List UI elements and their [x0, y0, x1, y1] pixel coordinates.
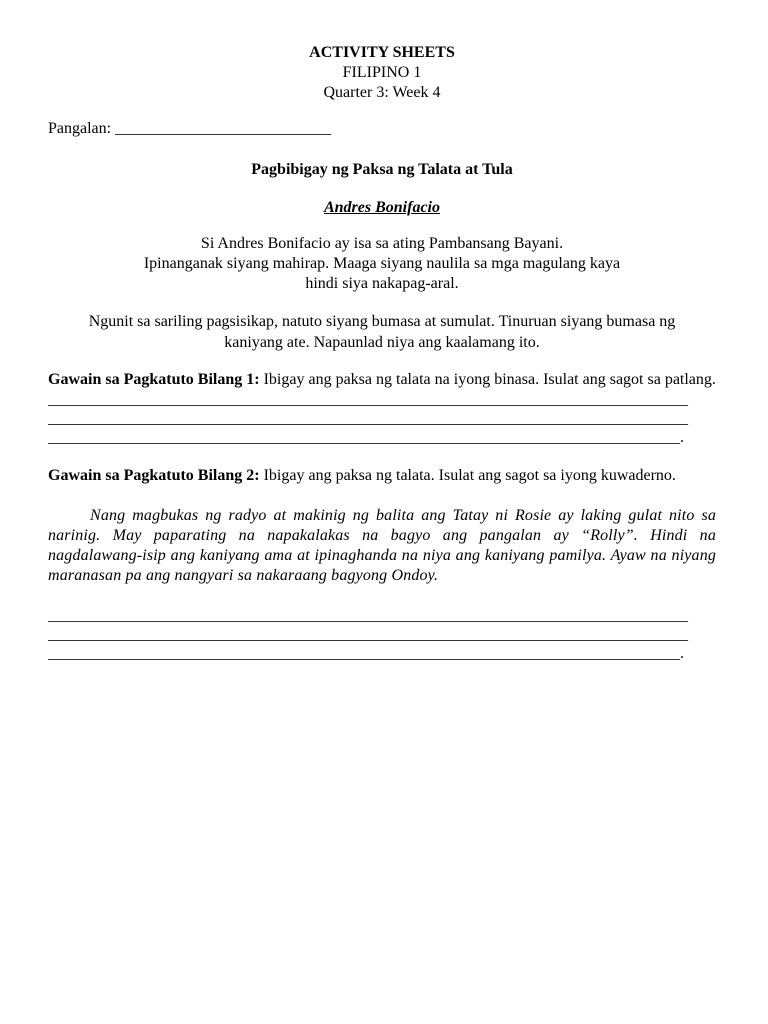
activity-2-text: Ibigay ang paksa ng talata. Isulat ang sagot sa iyong kuwaderno. [259, 467, 676, 484]
activity-1 [48, 370, 716, 447]
passage-paragraph-1 [48, 234, 716, 294]
activity-1-text: Ibigay ang paksa ng talata na iyong binasa. Isulat ang sagot sa patlang. [259, 371, 716, 388]
activity-1-answer-lines[interactable] [48, 390, 716, 447]
activity-2 [48, 466, 716, 663]
answer-line[interactable]: ________________________________________________________________________________ [48, 391, 688, 408]
story-text: Nang magbukas ng radyo at makinig ng balita ang Tatay ni Rosie ay laking gulat nito sa narinig. May paparating na napakalakas na bagyo ang pangalan ay “Rolly”. Hindi na nagdalawang-isip ang kaniyang ama at ipinaghanda na niya ang kaniyang pamilya. Ayaw na niyang maranasan pa ang nangyari sa nakaraang bagyong Ondoy. [48, 507, 716, 584]
quarter-label: Quarter 3: Week 4 [323, 84, 441, 101]
name-blank[interactable]: ___________________________ [115, 120, 332, 137]
passage-line: kaniyang ate. Napaunlad niya ang kaalamang ito. [224, 334, 540, 351]
lesson-title: Pagbibigay ng Paksa ng Talata at Tula [251, 161, 513, 178]
answer-line[interactable]: _______________________________________________________________________________. [48, 645, 684, 662]
story-paragraph [48, 506, 716, 586]
name-label: Pangalan: [48, 120, 112, 137]
activity-1-instruction [48, 370, 716, 390]
name-field[interactable] [48, 119, 716, 139]
passage-line: hindi siya nakapag-aral. [305, 275, 459, 292]
activity-2-instruction [48, 466, 716, 486]
answer-line[interactable]: ________________________________________________________________________________ [48, 410, 688, 427]
answer-line[interactable]: ________________________________________________________________________________ [48, 626, 688, 643]
passage-paragraph-2 [48, 311, 716, 353]
activity-2-label: Gawain sa Pagkatuto Bilang 2: [48, 467, 260, 484]
answer-line[interactable]: _______________________________________________________________________________. [48, 429, 684, 446]
activity-1-label: Gawain sa Pagkatuto Bilang 1: [48, 371, 260, 388]
sheet-title: ACTIVITY SHEETS [309, 44, 455, 61]
sheet-header [48, 0, 716, 103]
activity-2-answer-lines[interactable] [48, 606, 716, 663]
answer-line[interactable]: ________________________________________________________________________________ [48, 607, 688, 624]
passage-line: Ipinanganak siyang mahirap. Maaga siyang naulila sa mga magulang kaya [143, 255, 621, 272]
passage-line: Ngunit sa sariling pagsisikap, natuto siyang bumasa at sumulat. Tinuruan siyang bumasa ng [88, 313, 676, 330]
poem-title: Andres Bonifacio [323, 199, 440, 216]
subject-label: FILIPINO 1 [342, 64, 422, 81]
passage-line: Si Andres Bonifacio ay isa sa ating Pambansang Bayani. [200, 235, 564, 252]
